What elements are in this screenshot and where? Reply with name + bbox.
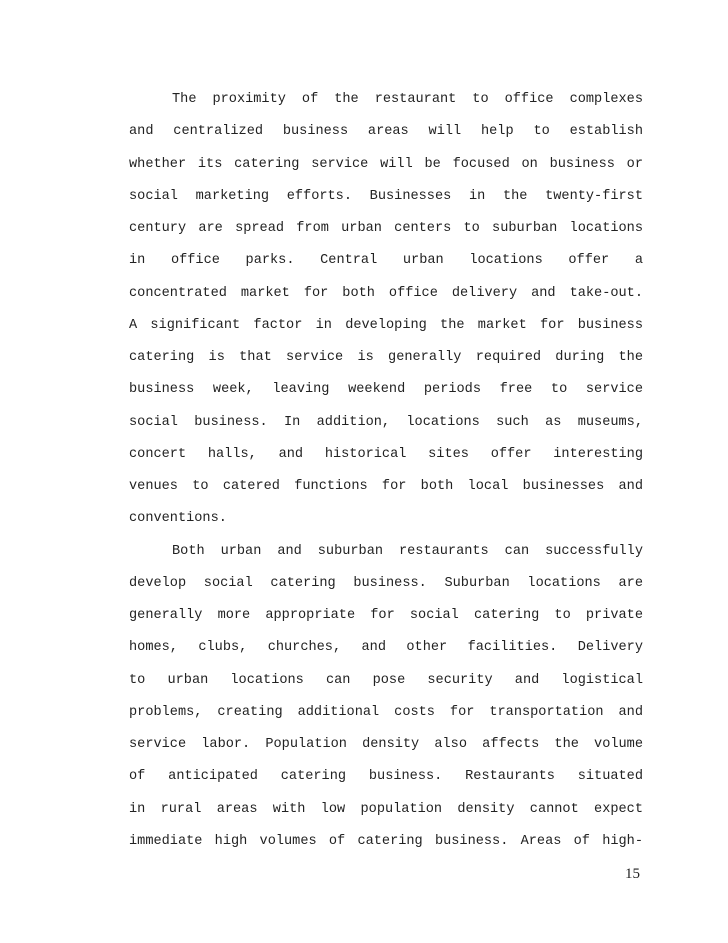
paragraph-2-line-6: problems, creating additional costs for transportation and: [129, 704, 643, 720]
paragraph-1-line-5: century are spread from urban centers to suburban locations: [129, 221, 643, 236]
paragraph-2-line-3: generally more appropriate for social catering to private: [129, 608, 643, 623]
paragraph-1-line-7: concentrated market for both office delivery and take-out.: [129, 285, 643, 301]
paragraph-1-line-10: business week, leaving weekend periods free to service: [129, 382, 643, 398]
paragraph-2-line-5: to urban locations can pose security and logistical: [129, 672, 643, 688]
paragraph-2-line-7: service labor. Population density also affects the volume: [129, 737, 643, 752]
paragraph-1-line-1: The proximity of the restaurant to office complexes: [172, 92, 643, 107]
paragraph-1-line-8: A significant factor in developing the market for business: [129, 317, 643, 333]
paragraph-1-line-14: conventions.: [129, 511, 227, 527]
paragraph-1-line-4: social marketing efforts. Businesses in the twenty-first: [129, 188, 643, 204]
paragraph-2-line-1: Both urban and suburban restaurants can successfully: [172, 543, 643, 559]
paragraph-1-line-9: catering is that service is generally required during the: [129, 350, 643, 365]
paragraph-2-line-10: immediate high volumes of catering business. Areas of high-: [129, 833, 643, 849]
paragraph-1-line-13: venues to catered functions for both local businesses and: [129, 479, 643, 494]
paragraph-2-line-9: in rural areas with low population density cannot expect: [129, 801, 643, 817]
body-text: [129, 84, 643, 858]
paragraph-2-line-2: develop social catering business. Suburban locations are: [129, 575, 643, 591]
paragraph-1-line-11: social business. In addition, locations such as museums,: [129, 414, 643, 430]
paragraph-1-line-12: concert halls, and historical sites offer interesting: [129, 446, 643, 462]
paragraph-2-line-4: homes, clubs, churches, and other facilities. Delivery: [129, 640, 643, 656]
page-number: 15: [625, 866, 640, 882]
paragraph-1-line-6: in office parks. Central urban locations offer a: [129, 253, 643, 269]
paragraph-1-line-2: and centralized business areas will help to establish: [129, 124, 643, 140]
paragraph-1-line-3: whether its catering service will be focused on business or: [129, 156, 643, 172]
paragraph-2-line-8: of anticipated catering business. Restaurants situated: [129, 769, 643, 785]
